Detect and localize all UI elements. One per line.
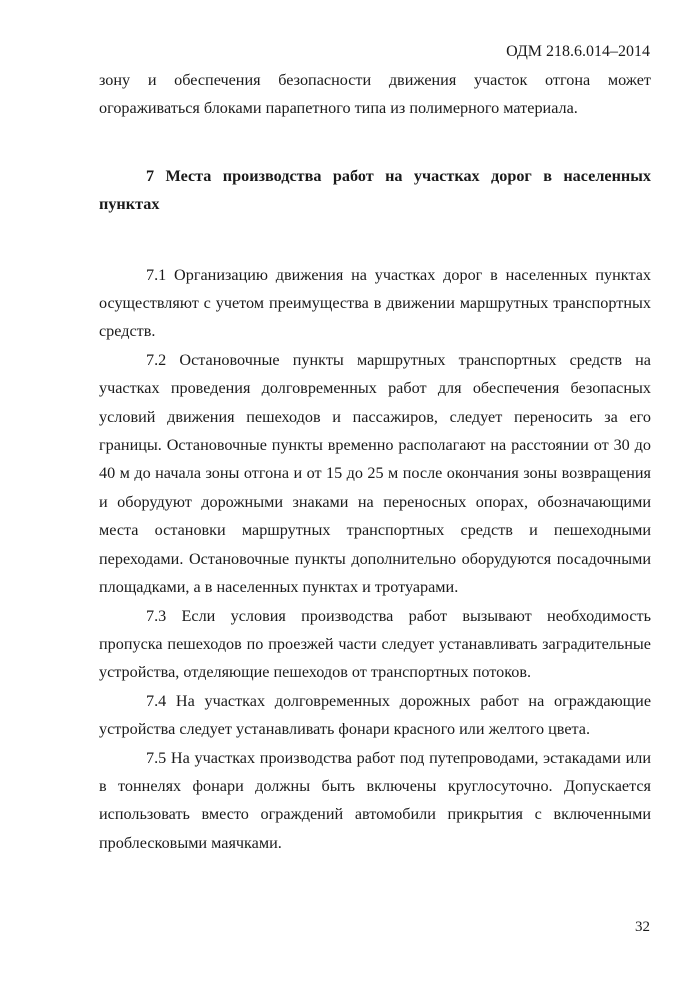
page-content	[99, 66, 651, 857]
paragraph-7-5: 7.5 На участках производства работ под путепроводами, эстакадами или в тоннелях фонари должны быть включены круглосуточно. Допускается использовать вместо ограждений автомобили прикрытия с включенными проблесковыми маячками.	[99, 748, 651, 852]
paragraph-7-4: 7.4 На участках долговременных дорожных работ на ограждающие устройства следует устанавливать фонари красного или желтого цвета.	[99, 691, 651, 739]
page-number: 32	[635, 919, 650, 935]
paragraph-7-1: 7.1 Организацию движения на участках дорог в населенных пунктах осуществляют с учетом преимущества в движении маршрутных транспортных средств.	[99, 265, 651, 341]
continuation-paragraph: зону и обеспечения безопасности движения участок отгона может огораживаться блоками парапетного типа из полимерного материала.	[99, 71, 651, 118]
paragraph-7-2: 7.2 Остановочные пункты маршрутных транспортных средств на участках проведения долговременных работ для обеспечения безопасных условий движения пешеходов и пассажиров, следует переносить за его границы. Остановочные пункты временно располагают на расстоянии от 30 до 40 м до начала зоны отгона и от 15 до 25 м после окончания зоны возвращения и оборудуют дорожными знаками на переносных опорах, обозначающими места остановки маршрутных транспортных средств и пешеходными переходами. Остановочные пункты дополнительно оборудуются посадочными площадками, а в населенных пунктах и тротуарами.	[99, 350, 651, 597]
document-code: ОДМ 218.6.014–2014	[506, 43, 650, 60]
paragraph-7-3: 7.3 Если условия производства работ вызывают необходимость пропуска пешеходов по проезжей части следует устанавливать заградительные устройства, отделяющие пешеходов от транспортных потоков.	[99, 606, 651, 682]
section-heading: 7 Места производства работ на участках дорог в населенных пунктах	[99, 166, 651, 214]
